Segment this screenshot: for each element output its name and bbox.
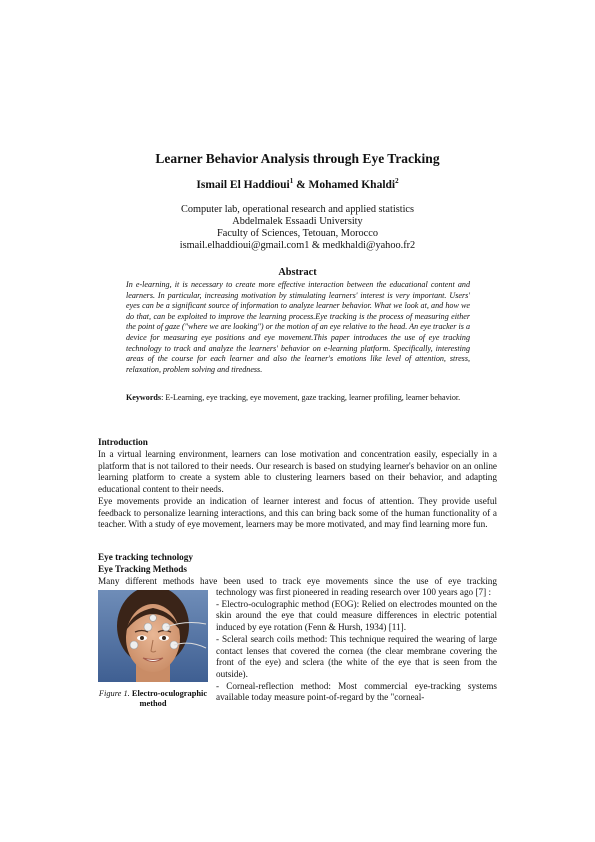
author-1-affil-mark: 1 — [289, 177, 294, 185]
section-heading-introduction: Introduction — [98, 437, 148, 447]
author-line — [0, 177, 595, 191]
affiliation-faculty: Faculty of Sciences, Tetouan, Morocco — [217, 228, 378, 239]
abstract-heading: Abstract — [278, 267, 317, 278]
method-item-corneal: - Corneal-reflection method: Most commercial eye-tracking systems available today measure point-of-regard by the "corneal- — [216, 680, 497, 703]
author-2-affil-mark: 2 — [395, 177, 399, 185]
face-photo-illustration — [98, 590, 208, 682]
abstract-text: In e-learning, it is necessary to create more effective interaction between the educational content and learners. In particular, increasing motivation by stimulating learners' interest is very important. Users' eyes can be a significant source of information to analyze learner behavior. What we look at, and how we do that, can be exploited to improve the learning process.Eye tracking is the process of measuring either the point of gaze ("where we are looking") or the motion of an eye relative to the head. An eye tracker is a device for measuring eye positions and eye movement.This paper introduces the use of eye tracking technology to track and analyze the learners' behavior on e-learning platform. Specifically, interesting areas of the course for each learner and also the learner's emotions like level of attention, stress, relaxation, problem solving and tiredness. — [126, 280, 470, 374]
method-item-eog: - Electro-oculographic method (EOG): Relied on electrodes mounted on the skin around the eye that could measure differences in electric potential induced by eye rotation (Fenn & Hursh, 1934) [11]. — [216, 598, 497, 633]
keywords — [126, 393, 470, 403]
figure-caption — [98, 689, 208, 709]
introduction-body — [98, 449, 497, 531]
figure-label: Figure 1. — [98, 689, 130, 698]
method-item-scleral: - Scleral search coils method: This technique required the wearing of large contact lenses that covered the cornea (the clear membrane covering the front of the eye) and sclera (the white of the eye that is seen from the outside). — [216, 633, 497, 679]
paper-title: Learner Behavior Analysis through Eye Tracking — [155, 151, 440, 166]
section-heading-eye-tracking: Eye tracking technology — [98, 552, 193, 562]
affiliation-university: Abdelmalek Essaadi University — [232, 216, 363, 227]
figure-caption-text: Electro-oculographic method — [129, 689, 208, 709]
methods-intro-line: Many different methods have been used to track eye movements since the use of eye tracking — [98, 576, 497, 586]
author-2: Mohamed Khaldi — [308, 178, 396, 191]
methods-intro-continued: technology was first pioneered in reading research over 100 years ago [7] : — [216, 587, 492, 597]
author-1: Ismail El Haddioui — [196, 178, 290, 191]
introduction-paragraph: In a virtual learning environment, learners can lose motivation and concentration easily, especially in a platform that is not tailored to their needs. Our research is based on studying learner's behavior on an online learning platform to create a system able to clustering learners based on their behavior, and adapting educational content to their needs. — [98, 449, 497, 495]
keywords-text: : E-Learning, eye tracking, eye movement, gaze tracking, learner profiling, learner behavior. — [161, 393, 461, 402]
introduction-paragraph: Eye movements provide an indication of learner interest and focus of attention. They provide useful feedback to personalize learning interactions, and this can bring back some of the human functionality of a teacher. With a study of eye movement, learners may be more motivated, and may find learning more fun. — [98, 495, 497, 530]
affiliation-lab: Computer lab, operational research and applied statistics — [180, 204, 415, 215]
affiliation-emails: ismail.elhaddioui@gmail.com1 & medkhaldi@yahoo.fr2 — [179, 240, 416, 251]
figure-electro-oculography-photo — [98, 590, 208, 682]
methods-list — [216, 587, 497, 704]
subsection-heading-methods: Eye Tracking Methods — [98, 564, 187, 574]
author-separator: & — [293, 178, 309, 191]
keywords-label: Keywords — [126, 393, 162, 402]
